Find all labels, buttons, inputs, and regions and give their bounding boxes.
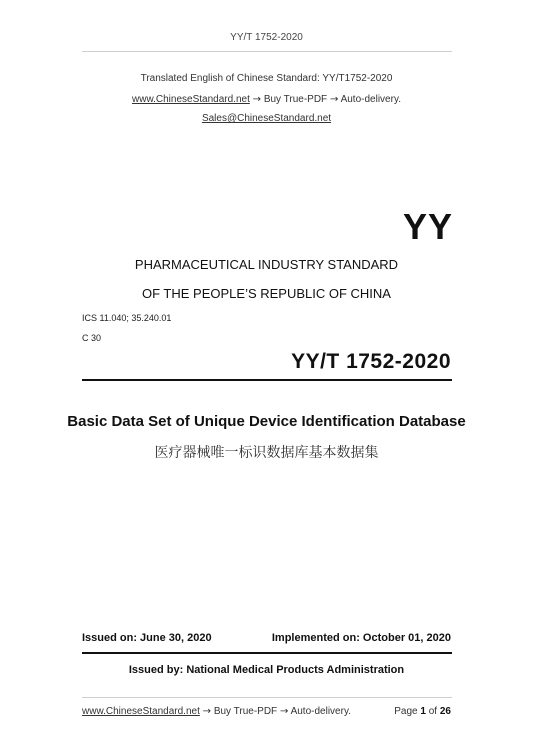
page-indicator (394, 706, 451, 717)
footer-buy-true-pdf-text: Buy True-PDF (213, 706, 278, 717)
ccs-code: C 30 (82, 333, 102, 343)
site-link[interactable]: www.ChineseStandard.net (132, 94, 250, 105)
footer-auto-delivery-text: Auto-delivery. (290, 706, 351, 717)
yy-logo: YY (402, 206, 453, 247)
running-header: YY/T 1752-2020 (230, 32, 303, 43)
footer-links-row (82, 706, 351, 717)
dates-rule (82, 652, 452, 654)
auto-delivery-text: Auto-delivery. (340, 94, 401, 105)
page-total: 26 (439, 706, 451, 717)
ics-code: ICS 11.040; 35.240.01 (82, 313, 172, 323)
standard-number: YY/T 1752-2020 (291, 350, 451, 373)
arrow-right-icon: → (252, 94, 262, 105)
document-title-cn: 医疗器械唯一标识数据库基本数据集 (154, 445, 379, 461)
header-divider (82, 51, 452, 52)
email-row (0, 113, 533, 124)
standard-number-rule (82, 379, 452, 381)
sales-email-link[interactable]: Sales@ChineseStandard.net (201, 113, 332, 124)
issued-by: Issued by: National Medical Products Administration (128, 664, 405, 676)
issued-on: Issued on: June 30, 2020 (82, 632, 212, 644)
buy-true-pdf-text: Buy True-PDF (263, 94, 328, 105)
industry-standard-line1: PHARMACEUTICAL INDUSTRY STANDARD (134, 257, 399, 272)
footer-site-link[interactable]: www.ChineseStandard.net (82, 706, 200, 717)
arrow-right-icon: → (202, 706, 212, 717)
page-of-label: of (428, 706, 438, 717)
arrow-right-icon: → (279, 706, 289, 717)
page-current: 1 (420, 706, 426, 717)
industry-standard-line2: OF THE PEOPLE’S REPUBLIC OF CHINA (142, 286, 391, 301)
footer-divider (82, 697, 452, 698)
document-title-en: Basic Data Set of Unique Device Identification Database (67, 413, 466, 430)
implemented-on: Implemented on: October 01, 2020 (271, 632, 451, 644)
translation-notice: Translated English of Chinese Standard: YY/T1752-2020 (140, 73, 393, 84)
page-label: Page (394, 706, 418, 717)
arrow-right-icon: → (329, 94, 339, 105)
banner-links-row (0, 94, 533, 105)
